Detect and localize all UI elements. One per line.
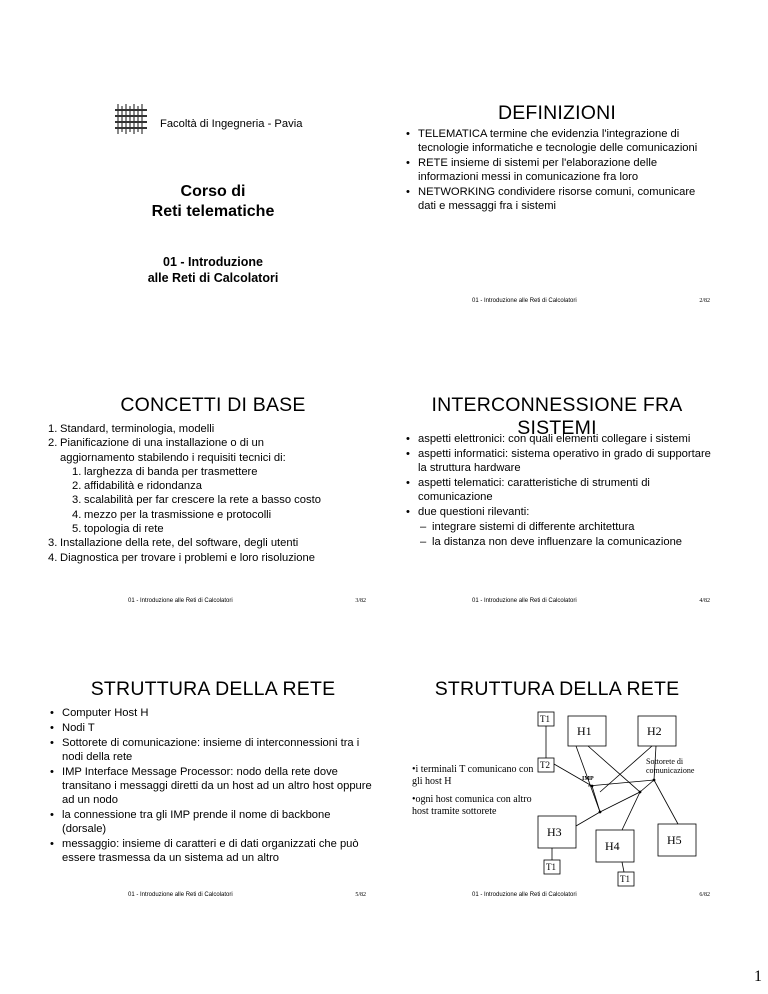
item-number: 1.: [72, 465, 82, 478]
list-item: • TELEMATICA termine che evidenzia l'integrazione di tecnologie informatiche e tecnologie delle comunicazioni: [404, 127, 716, 155]
label-subnet-1: Sottorete di: [646, 757, 684, 766]
numbered-list: [48, 422, 378, 565]
item-text: scalabilità per far crescere la rete a basso costo: [84, 494, 321, 507]
slide-page-number: 4/82: [699, 598, 710, 604]
list-subitem: – integrare sistemi di differente architettura: [404, 520, 716, 534]
footer-text: 01 - Introduzione alle Reti di Calcolatori: [472, 892, 577, 898]
slide-title: [48, 82, 378, 310]
list-item: [48, 508, 378, 522]
item-number: 5.: [72, 523, 82, 536]
label-subnet-2: comunicazione: [646, 766, 695, 775]
label-h3: H3: [547, 825, 562, 839]
item-number: 2.: [48, 437, 58, 450]
label-t1-bottom: T1: [546, 862, 556, 872]
list-item: [48, 465, 378, 479]
lesson-title-line1: 01 - Introduzione: [163, 255, 263, 269]
page-number: 1: [754, 968, 762, 985]
subnet-link: [576, 812, 600, 826]
list-subitem: – la distanza non deve influenzare la comunicazione: [404, 535, 716, 549]
list-item: • la connessione tra gli IMP prende il nome di backbone (dorsale): [48, 808, 374, 836]
item-text: aggiornamento stabilendo i requisiti tecnici di:: [60, 451, 286, 464]
footer-text: 01 - Introduzione alle Reti di Calcolatori: [472, 298, 577, 304]
list-item: • RETE insieme di sistemi per l'elaborazione delle informazioni messi in comunicazione fra loro: [404, 156, 716, 184]
slide-page-number: 6/82: [699, 892, 710, 898]
item-number: 2.: [72, 480, 82, 493]
diagram-note: •i terminali T comunicano con gli host H: [412, 764, 534, 787]
item-number: 3.: [48, 537, 58, 550]
imp-node: [599, 811, 602, 814]
slide-heading: INTERCONNESSIONE FRA SISTEMI: [431, 394, 683, 439]
label-t1-top: T1: [540, 714, 550, 724]
label-h1: H1: [577, 724, 592, 738]
course-title-line2: Reti telematiche: [151, 203, 275, 220]
subnet-link: [592, 786, 600, 812]
list-item: • Sottorete di comunicazione: insieme di interconnessioni tra i nodi della rete: [48, 736, 374, 764]
item-number: 3.: [72, 494, 82, 507]
slide-struttura-rete-testo: [48, 676, 378, 904]
list-item: • aspetti telematici: caratteristiche di strumenti di comunicazione: [404, 476, 716, 504]
course-title-line1: Corso di: [180, 183, 246, 200]
item-text: Diagnostica per trovare i problemi e loro risoluzione: [60, 551, 315, 564]
list-item: [48, 479, 378, 493]
item-text: mezzo per la trasmissione e protocolli: [84, 508, 272, 521]
item-text: Installazione della rete, del software, degli utenti: [60, 537, 299, 550]
item-number: 1.: [48, 423, 58, 435]
footer-text: 01 - Introduzione alle Reti di Calcolatori: [472, 598, 577, 604]
label-t2: T2: [540, 760, 550, 770]
slide-footer: [48, 598, 378, 610]
network-diagram: [392, 676, 722, 904]
imp-node: [639, 791, 642, 794]
bullet-list: [48, 706, 374, 866]
footer-text: 01 - Introduzione alle Reti di Calcolatori: [128, 598, 233, 604]
subnet-link: [622, 792, 640, 830]
slide-footer: [392, 598, 722, 610]
slide-heading: STRUTTURA DELLA RETE: [90, 678, 336, 700]
item-number: 4.: [48, 551, 58, 564]
slide-page-number: 2/82: [699, 298, 710, 304]
list-item: [48, 451, 378, 465]
slide-struttura-rete-diagramma: [392, 676, 722, 904]
item-text: Pianificazione di una installazione o di un: [60, 437, 264, 450]
list-item: • aspetti elettronici: con quali elementi collegare i sistemi: [404, 432, 716, 446]
slide-footer: [48, 892, 378, 904]
item-text: topologia di rete: [84, 523, 164, 536]
bullet-list: [404, 127, 716, 214]
slide-page-number: 3/82: [355, 598, 366, 604]
subnet-link: [654, 780, 678, 824]
subnet-link: [600, 792, 640, 812]
item-text: Standard, terminologia, modelli: [60, 423, 215, 435]
slide-concetti-di-base: [48, 382, 378, 610]
imp-node: [653, 779, 656, 782]
subnet-link: [600, 746, 652, 792]
list-item: • due questioni rilevanti:: [404, 505, 716, 519]
faculty-name: Facoltà di Ingegneria - Pavia: [160, 118, 303, 130]
diagram-note: •ogni host comunica con altro host tramite sottorete: [412, 794, 532, 817]
slide-page-number: 5/82: [355, 892, 366, 898]
slide-definizioni: [392, 82, 722, 310]
item-text: affidabilità e ridondanza: [84, 480, 202, 493]
lesson-title: [48, 254, 378, 286]
label-h4: H4: [605, 839, 620, 853]
list-item: • IMP Interface Message Processor: nodo della rete dove transitano i messaggi diretti da un host ad un altro host oppure ad un nodo: [48, 765, 374, 807]
label-h5: H5: [667, 833, 682, 847]
imp-node: [591, 785, 594, 788]
bullet-list: [404, 432, 716, 550]
slide-interconnessione: [392, 382, 722, 610]
list-item: • aspetti informatici: sistema operativo in grado di supportare la struttura hardware: [404, 447, 716, 475]
subnet-link: [622, 862, 624, 872]
slide-heading: STRUTTURA DELLA RETE: [434, 678, 680, 700]
list-item: [48, 536, 378, 550]
list-item: [48, 436, 378, 450]
footer-text: 01 - Introduzione alle Reti di Calcolatori: [128, 892, 233, 898]
list-item: [48, 422, 378, 436]
list-item: • messaggio: insieme di caratteri e di dati organizzati che può essere trasmessa da un sistema ad un altro: [48, 837, 374, 865]
item-text: larghezza di banda per trasmettere: [84, 465, 258, 478]
slide-footer: [392, 298, 722, 310]
list-item: [48, 551, 378, 565]
list-item: • Computer Host H: [48, 706, 374, 720]
slide-heading: DEFINIZIONI: [497, 102, 617, 124]
lesson-title-line2: alle Reti di Calcolatori: [147, 271, 279, 285]
item-number: 4.: [72, 508, 82, 521]
label-imp: IMP: [582, 776, 594, 782]
list-item: [48, 522, 378, 536]
slide-footer: [392, 892, 722, 904]
list-item: • Nodi T: [48, 721, 374, 735]
subnet-link: [640, 780, 654, 792]
university-logo-icon: [114, 102, 148, 136]
list-item: • NETWORKING condividere risorse comuni, comunicare dati e messaggi fra i sistemi: [404, 185, 716, 213]
subnet-link: [588, 780, 654, 786]
slide-heading: CONCETTI DI BASE: [120, 394, 306, 416]
course-title: [48, 182, 378, 222]
list-item: [48, 493, 378, 507]
label-h2: H2: [647, 724, 662, 738]
label-t1-right: T1: [620, 874, 630, 884]
